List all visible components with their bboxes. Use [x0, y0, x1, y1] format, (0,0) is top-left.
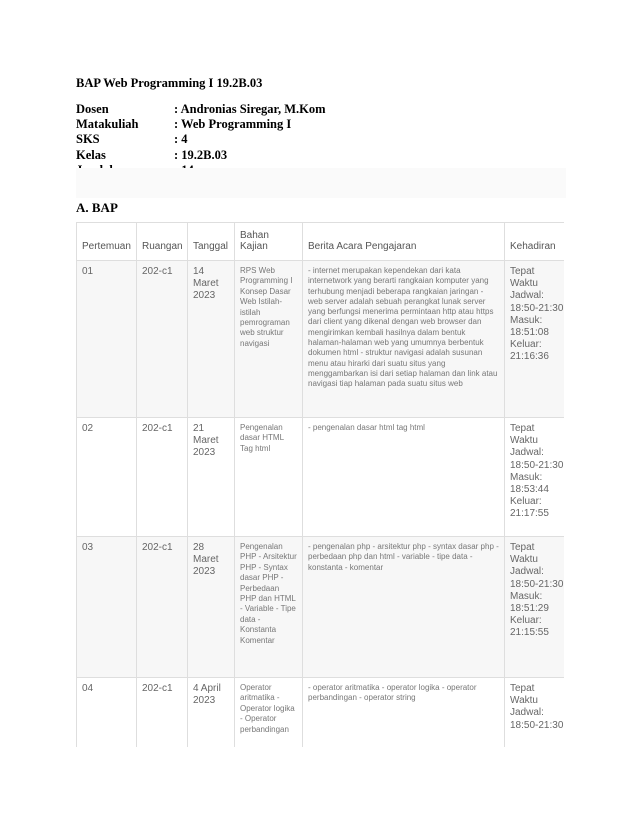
- info-value: : Web Programming I: [174, 117, 292, 132]
- cell-berita-acara: - pengenalan php - arsitektur php - syntax dasar php - perbedaan php dan html - variable - tipe data - konstanta - komentar: [303, 537, 505, 678]
- cell-tanggal: 28 Maret 2023: [188, 537, 235, 678]
- document-title: BAP Web Programming I 19.2B.03: [76, 76, 263, 90]
- cell-bahan-kajian: Pengenalan dasar HTML Tag html: [235, 418, 303, 537]
- header-berita-acara: Berita Acara Pengajaran: [303, 223, 505, 261]
- cell-ruangan: 202-c1: [137, 537, 188, 678]
- section-title: A. BAP: [76, 200, 118, 215]
- bap-table: [76, 222, 564, 747]
- cell-pertemuan: 02: [77, 418, 137, 537]
- cell-ruangan: 202-c1: [137, 678, 188, 748]
- header-pertemuan: Pertemuan: [77, 223, 137, 261]
- cell-ruangan: 202-c1: [137, 418, 188, 537]
- table-header-row: [77, 223, 565, 261]
- header-ruangan: Ruangan: [137, 223, 188, 261]
- cell-tanggal: 14 Maret 2023: [188, 261, 235, 418]
- cell-pertemuan: 01: [77, 261, 137, 418]
- bap-table-wrapper: [76, 222, 564, 747]
- cell-berita-acara: - operator aritmatika - operator logika - operator perbandingan - operator string: [303, 678, 505, 748]
- cell-pertemuan: 04: [77, 678, 137, 748]
- cell-bahan-kajian: Operator aritmatika - Operator logika - Operator perbandingan: [235, 678, 303, 748]
- cell-tanggal: 4 April 2023: [188, 678, 235, 748]
- info-value: : 19.2B.03: [174, 147, 228, 162]
- table-row: [77, 261, 565, 418]
- cell-berita-acara: - internet merupakan kependekan dari kata internetwork yang berarti rangkaian komputer yang terhubung menjadi beberapa rangkaian jaringan - web server adalah sebuah perangkat lunak server yang berfungsi menerima permintaan http atau https dari client yang dikenal dengan web browser dan mengirimkan kembali hasilnya dalam bentuk halaman-halaman web yang umumnya berbentuk dokumen html - struktur navigasi adalah susunan menu atau hirarki dari suatu situs yang menggambarkan isi dari setiap halaman dan link atau navigasi tiap halaman pada suatu situs web: [303, 261, 505, 418]
- cell-berita-acara: - pengenalan dasar html tag html: [303, 418, 505, 537]
- info-value: : 4: [174, 132, 188, 147]
- info-label: Matakuliah: [76, 117, 139, 132]
- cell-pertemuan: 03: [77, 537, 137, 678]
- cell-bahan-kajian: Pengenalan PHP - Arsitektur PHP - Syntax dasar PHP - Perbedaan PHP dan HTML - Variable - Tipe data - Konstanta Komentar: [235, 537, 303, 678]
- header-tanggal: Tanggal: [188, 223, 235, 261]
- info-label: Kelas: [76, 147, 106, 162]
- cell-kehadiran: Tepat Waktu Jadwal: 18:50-21:30 Masuk: 18:51:08 Keluar: 21:16:36: [505, 261, 565, 418]
- cell-bahan-kajian: RPS Web Programming I Konsep Dasar Web Istilah-istilah pemrograman web struktur navigasi: [235, 261, 303, 418]
- table-row: [77, 418, 565, 537]
- header-kehadiran: Kehadiran: [505, 223, 565, 261]
- info-row-dosen: [76, 102, 326, 117]
- info-label: Dosen: [76, 102, 109, 116]
- cell-ruangan: 202-c1: [137, 261, 188, 418]
- info-row-sks: [76, 132, 326, 147]
- info-row-kelas: [76, 148, 326, 163]
- info-row-matakuliah: [76, 117, 326, 132]
- header-bahan-kajian: Bahan Kajian: [235, 223, 303, 261]
- info-value: : Andronias Siregar, M.Kom: [174, 102, 326, 116]
- section-band: [76, 168, 566, 198]
- cell-tanggal: 21 Maret 2023: [188, 418, 235, 537]
- cell-kehadiran: Tepat Waktu Jadwal: 18:50-21:30 Masuk: 18:51:29 Keluar: 21:15:55: [505, 537, 565, 678]
- table-row: [77, 678, 565, 748]
- info-label: SKS: [76, 132, 100, 147]
- cell-kehadiran: Tepat Waktu Jadwal: 18:50-21:30 Masuk: 18:53:44 Keluar: 21:17:55: [505, 418, 565, 537]
- cell-kehadiran: Tepat Waktu Jadwal: 18:50-21:30: [505, 678, 565, 748]
- table-row: [77, 537, 565, 678]
